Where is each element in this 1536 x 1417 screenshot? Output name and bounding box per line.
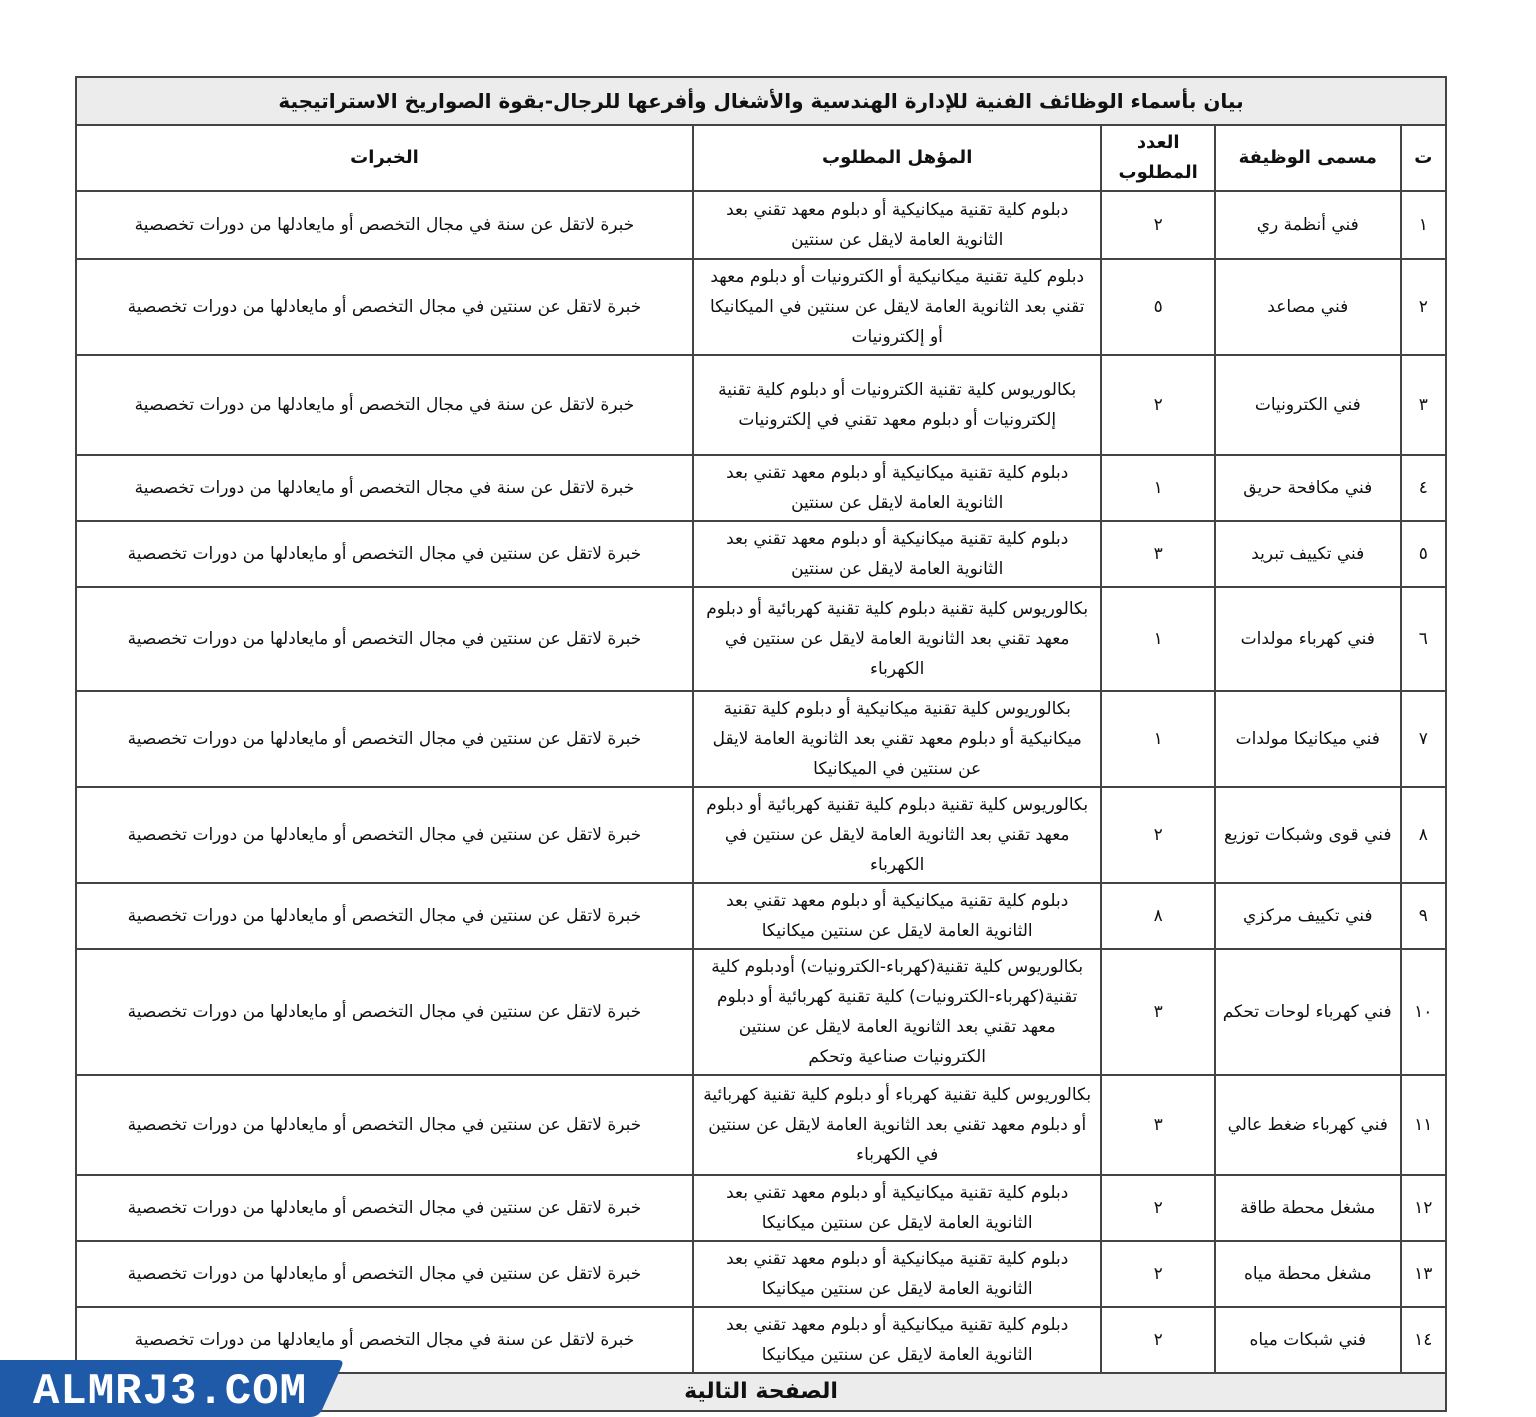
job-title-cell: فني شبكات مياه bbox=[1215, 1307, 1401, 1373]
row-number: ٣ bbox=[1401, 355, 1446, 455]
job-title-cell: فني مكافحة حريق bbox=[1215, 455, 1401, 521]
count-cell: ٢ bbox=[1101, 1241, 1214, 1307]
experience-cell: خبرة لاتقل عن سنتين في مجال التخصص أو مايعادلها من دورات تخصصية bbox=[76, 1075, 693, 1175]
job-title-cell: فني تكييف تبريد bbox=[1215, 521, 1401, 587]
experience-cell: خبرة لاتقل عن سنتين في مجال التخصص أو مايعادلها من دورات تخصصية bbox=[76, 691, 693, 787]
count-cell: ٥ bbox=[1101, 259, 1214, 355]
job-title-cell: فني كهرباء لوحات تحكم bbox=[1215, 949, 1401, 1075]
almrj3-logo bbox=[0, 1356, 345, 1417]
table-row bbox=[76, 949, 1446, 1075]
qualification-cell: دبلوم كلية تقنية ميكانيكية أو دبلوم معهد تقني بعد الثانوية العامة لايقل عن سنتين ميكانيكا bbox=[693, 1175, 1102, 1241]
qualification-cell: دبلوم كلية تقنية ميكانيكية أو دبلوم معهد تقني بعد الثانوية العامة لايقل عن سنتين ميكانيكا bbox=[693, 883, 1102, 949]
row-number: ١٢ bbox=[1401, 1175, 1446, 1241]
experience-cell: خبرة لاتقل عن سنتين في مجال التخصص أو مايعادلها من دورات تخصصية bbox=[76, 949, 693, 1075]
experience-cell: خبرة لاتقل عن سنة في مجال التخصص أو مايعادلها من دورات تخصصية bbox=[76, 191, 693, 259]
qualification-cell: دبلوم كلية تقنية ميكانيكية أو دبلوم معهد تقني بعد الثانوية العامة لايقل عن سنتين bbox=[693, 521, 1102, 587]
header-job-title: مسمى الوظيفة bbox=[1215, 125, 1401, 191]
job-title-cell: مشغل محطة مياه bbox=[1215, 1241, 1401, 1307]
experience-cell: خبرة لاتقل عن سنتين في مجال التخصص أو مايعادلها من دورات تخصصية bbox=[76, 1175, 693, 1241]
job-title-cell: فني أنظمة ري bbox=[1215, 191, 1401, 259]
count-cell: ٢ bbox=[1101, 1175, 1214, 1241]
qualification-cell: دبلوم كلية تقنية ميكانيكية أو دبلوم معهد تقني بعد الثانوية العامة لايقل عن سنتين bbox=[693, 455, 1102, 521]
job-title-cell: مشغل محطة طاقة bbox=[1215, 1175, 1401, 1241]
qualification-cell: دبلوم كلية تقنية ميكانيكية أو دبلوم معهد تقني بعد الثانوية العامة لايقل عن سنتين ميكانيكا bbox=[693, 1241, 1102, 1307]
row-number: ٨ bbox=[1401, 787, 1446, 883]
count-cell: ١ bbox=[1101, 455, 1214, 521]
table-row bbox=[76, 787, 1446, 883]
job-title-cell: فني تكييف مركزي bbox=[1215, 883, 1401, 949]
qualification-cell: بكالوريوس كلية تقنية كهرباء أو دبلوم كلية تقنية كهربائية أو دبلوم معهد تقني بعد الثانوية العامة لايقل عن سنتين في الكهرباء bbox=[693, 1075, 1102, 1175]
header-qualification: المؤهل المطلوب bbox=[693, 125, 1102, 191]
count-cell: ٢ bbox=[1101, 787, 1214, 883]
qualification-cell: بكالوريوس كلية تقنية الكترونيات أو دبلوم كلية تقنية إلكترونيات أو دبلوم معهد تقني في إلكترونيات bbox=[693, 355, 1102, 455]
table-row bbox=[76, 587, 1446, 691]
experience-cell: خبرة لاتقل عن سنة في مجال التخصص أو مايعادلها من دورات تخصصية bbox=[76, 455, 693, 521]
experience-cell: خبرة لاتقل عن سنتين في مجال التخصص أو مايعادلها من دورات تخصصية bbox=[76, 883, 693, 949]
count-cell: ١ bbox=[1101, 691, 1214, 787]
header-experience: الخبرات bbox=[76, 125, 693, 191]
count-cell: ٢ bbox=[1101, 191, 1214, 259]
count-cell: ٨ bbox=[1101, 883, 1214, 949]
table-row bbox=[76, 1075, 1446, 1175]
experience-cell: خبرة لاتقل عن سنتين في مجال التخصص أو مايعادلها من دورات تخصصية bbox=[76, 787, 693, 883]
job-title-cell: فني ميكانيكا مولدات bbox=[1215, 691, 1401, 787]
table-row bbox=[76, 521, 1446, 587]
count-cell: ٢ bbox=[1101, 355, 1214, 455]
count-cell: ٢ bbox=[1101, 1307, 1214, 1373]
document-title: بيان بأسماء الوظائف الفنية للإدارة الهندسية والأشغال وأفرعها للرجال-بقوة الصواريخ الاستراتيجية bbox=[76, 77, 1446, 125]
row-number: ١١ bbox=[1401, 1075, 1446, 1175]
table-row bbox=[76, 1175, 1446, 1241]
job-title-cell: فني مصاعد bbox=[1215, 259, 1401, 355]
row-number: ١٠ bbox=[1401, 949, 1446, 1075]
header-num: ت bbox=[1401, 125, 1446, 191]
table-body bbox=[76, 191, 1446, 1373]
experience-cell: خبرة لاتقل عن سنتين في مجال التخصص أو مايعادلها من دورات تخصصية bbox=[76, 259, 693, 355]
header-count: العدد المطلوب bbox=[1101, 125, 1214, 191]
job-title-cell: فني كهرباء ضغط عالي bbox=[1215, 1075, 1401, 1175]
qualification-cell: دبلوم كلية تقنية ميكانيكية أو دبلوم معهد تقني بعد الثانوية العامة لايقل عن سنتين bbox=[693, 191, 1102, 259]
count-cell: ٣ bbox=[1101, 521, 1214, 587]
job-title-cell: فني قوى وشبكات توزيع bbox=[1215, 787, 1401, 883]
table-row bbox=[76, 191, 1446, 259]
job-title-cell: فني الكترونيات bbox=[1215, 355, 1401, 455]
qualification-cell: بكالوريوس كلية تقنية(كهرباء-الكترونيات) أودبلوم كلية تقنية(كهرباء-الكترونيات) كلية تقنية كهربائية أو دبلوم معهد تقني بعد الثانوية العامة لايقل عن سنتين الكترونيات صناعية وتحكم bbox=[693, 949, 1102, 1075]
experience-cell: خبرة لاتقل عن سنتين في مجال التخصص أو مايعادلها من دورات تخصصية bbox=[76, 587, 693, 691]
experience-cell: خبرة لاتقل عن سنتين في مجال التخصص أو مايعادلها من دورات تخصصية bbox=[76, 1241, 693, 1307]
row-number: ٥ bbox=[1401, 521, 1446, 587]
table-row bbox=[76, 455, 1446, 521]
experience-cell: خبرة لاتقل عن سنة في مجال التخصص أو مايعادلها من دورات تخصصية bbox=[76, 355, 693, 455]
logo-text: ALMRJ3.COM bbox=[32, 1367, 308, 1417]
table-row bbox=[76, 691, 1446, 787]
row-number: ١ bbox=[1401, 191, 1446, 259]
count-cell: ١ bbox=[1101, 587, 1214, 691]
qualification-cell: بكالوريوس كلية تقنية ميكانيكية أو دبلوم كلية تقنية ميكانيكية أو دبلوم معهد تقني بعد الثانوية العامة لايقل عن سنتين في الميكانيكا bbox=[693, 691, 1102, 787]
row-number: ٩ bbox=[1401, 883, 1446, 949]
row-number: ١٣ bbox=[1401, 1241, 1446, 1307]
column-header-row bbox=[76, 125, 1446, 191]
row-number: ٢ bbox=[1401, 259, 1446, 355]
next-page-label: الصفحة التالية bbox=[76, 1373, 1446, 1411]
row-number: ٤ bbox=[1401, 455, 1446, 521]
row-number: ٦ bbox=[1401, 587, 1446, 691]
job-title-cell: فني كهرباء مولدات bbox=[1215, 587, 1401, 691]
qualification-cell: دبلوم كلية تقنية ميكانيكية أو الكترونيات أو دبلوم معهد تقني بعد الثانوية العامة لايقل عن سنتين في الميكانيكا أو إلكترونيات bbox=[693, 259, 1102, 355]
title-row bbox=[76, 77, 1446, 125]
row-number: ١٤ bbox=[1401, 1307, 1446, 1373]
qualification-cell: بكالوريوس كلية تقنية دبلوم كلية تقنية كهربائية أو دبلوم معهد تقني بعد الثانوية العامة لايقل عن سنتين في الكهرباء bbox=[693, 587, 1102, 691]
qualification-cell: دبلوم كلية تقنية ميكانيكية أو دبلوم معهد تقني بعد الثانوية العامة لايقل عن سنتين ميكانيكا bbox=[693, 1307, 1102, 1373]
count-cell: ٣ bbox=[1101, 1075, 1214, 1175]
table-row bbox=[76, 883, 1446, 949]
experience-cell: خبرة لاتقل عن سنتين في مجال التخصص أو مايعادلها من دورات تخصصية bbox=[76, 521, 693, 587]
table-row bbox=[76, 355, 1446, 455]
count-cell: ٣ bbox=[1101, 949, 1214, 1075]
table-row bbox=[76, 1241, 1446, 1307]
table-row bbox=[76, 259, 1446, 355]
experience-cell: خبرة لاتقل عن سنة في مجال التخصص أو مايعادلها من دورات تخصصية bbox=[76, 1307, 693, 1373]
job-listing-table bbox=[75, 76, 1447, 1412]
row-number: ٧ bbox=[1401, 691, 1446, 787]
qualification-cell: بكالوريوس كلية تقنية دبلوم كلية تقنية كهربائية أو دبلوم معهد تقني بعد الثانوية العامة لايقل عن سنتين في الكهرباء bbox=[693, 787, 1102, 883]
